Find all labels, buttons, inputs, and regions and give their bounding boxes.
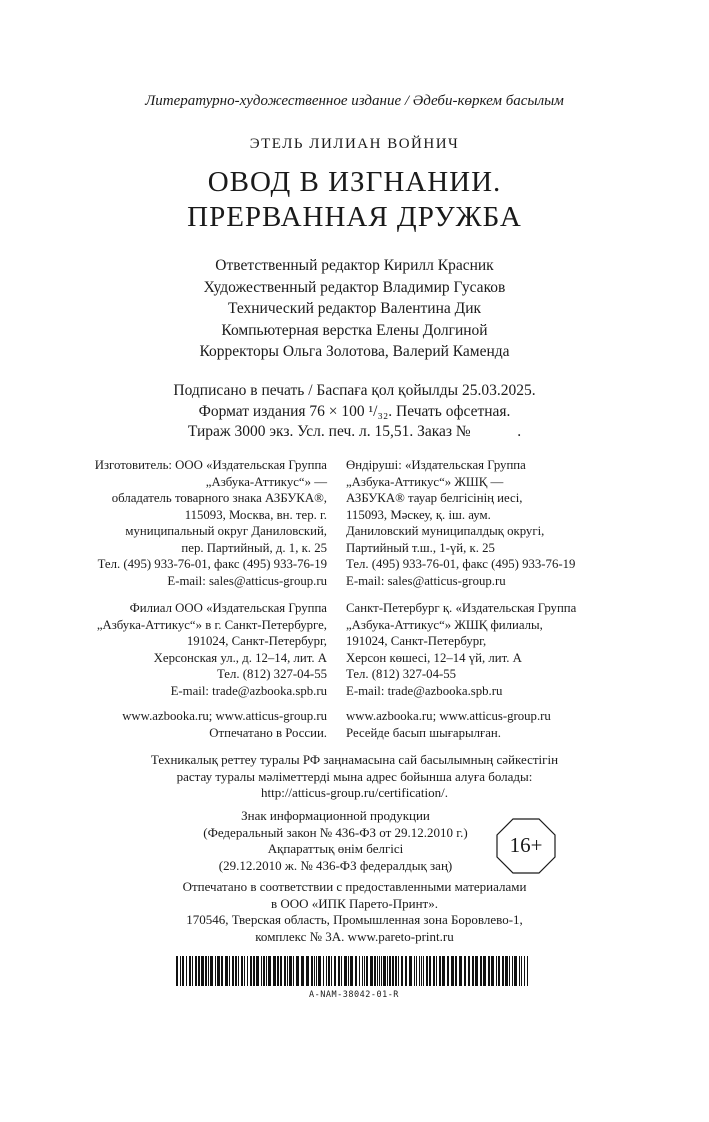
manufacturer-kz-line: Партийный т.ш., 1-үй, к. 25	[346, 540, 495, 555]
manufacturer-ru-line: 115093, Москва, вн. тер. г.	[184, 507, 327, 522]
website-line: www.azbooka.ru; www.atticus-group.ru	[122, 709, 327, 723]
printed-by-line: 170546, Тверская область, Промышленная зона Боровлево-1,	[186, 912, 523, 927]
credit-line: Технический редактор Валентина Дик	[227, 300, 482, 317]
info-sign-line: (Федеральный закон № 436-ФЗ от 29.12.2010 г.)	[203, 824, 468, 840]
age-rating-text: 16+	[509, 833, 543, 857]
manufacturer-ru-line: „Азбука-Аттикус“» —	[205, 474, 327, 489]
info-sign-line: Ақпараттық өнім белгісі	[267, 841, 404, 856]
certification-line: растау туралы мәліметтерді мына адрес бойынша алуға болады:	[176, 768, 533, 784]
info-sign-block	[0, 808, 690, 874]
web-kz	[346, 708, 666, 741]
manufacturer-kz-line: 115093, Мәскеу, қ. іш. аум.	[346, 507, 491, 522]
website-line: www.azbooka.ru; www.atticus-group.ru	[346, 709, 551, 723]
printed-country-line: Отпечатано в России.	[209, 725, 327, 740]
credit-line: Корректоры Ольга Золотова, Валерий Каменда	[199, 343, 510, 360]
branch-ru-line: E-mail: trade@azbooka.spb.ru	[170, 683, 327, 698]
branch-kz-line: E-mail: trade@azbooka.spb.ru	[346, 683, 503, 698]
manufacturer-ru-line: E-mail: sales@atticus-group.ru	[167, 573, 327, 588]
manufacturer-kz-line: Тел. (495) 933-76-01, факс (495) 933-76-19	[346, 557, 576, 571]
print-info-block	[0, 381, 709, 443]
credit-line: Ответственный редактор Кирилл Красник	[215, 257, 494, 274]
title-line: ПРЕРВАННАЯ ДРУЖБА	[187, 201, 522, 233]
manufacturer-ru	[27, 457, 327, 589]
manufacturer-ru-line: пер. Партийный, д. 1, к. 25	[181, 540, 327, 555]
manufacturer-kz-line: „Азбука-Аттикус“» ЖШҚ —	[346, 474, 504, 489]
printed-country-line: Ресейде басып шығарылған.	[346, 725, 501, 740]
barcode-code: A-NAM-38042-01-R	[309, 990, 399, 1000]
manufacturer-kz	[346, 457, 666, 589]
branch-kz-line: 191024, Санкт-Петербург,	[346, 634, 487, 648]
title-line: ОВОД В ИЗГНАНИИ.	[207, 166, 502, 198]
certification-block	[0, 752, 709, 802]
print-info-line: Тираж 3000 экз. Усл. печ. л. 15,51. Заказ № .	[187, 423, 522, 440]
certification-line: Техникалық реттеу туралы РФ заңнамасына сай басылымның сәйкестігін	[150, 752, 559, 767]
branch-ru-line: „Азбука-Аттикус“» в г. Санкт-Петербурге,	[96, 617, 327, 632]
manufacturer-kz-line: АЗБУКА® тауар белгісінің иесі,	[346, 491, 523, 505]
branch-ru-line: Херсонская ул., д. 12–14, лит. А	[153, 650, 327, 665]
credits-block	[0, 255, 709, 363]
print-info-line: Формат издания 76 × 100 ¹/₃₂. Печать офсетная.	[198, 402, 511, 420]
manufacturer-ru-line: муниципальный округ Даниловский,	[125, 524, 327, 538]
manufacturer-ru-line: Тел. (495) 933-76-01, факс (495) 933-76-19	[97, 557, 327, 571]
branch-ru	[27, 600, 327, 699]
branch-kz-line: Херсон көшесі, 12–14 үй, лит. А	[346, 650, 522, 665]
branch-kz-line: „Азбука-Аттикус“» ЖШҚ филиалы,	[346, 617, 543, 632]
printed-by-block	[0, 879, 709, 945]
manufacturer-kz-line: Өндіруші: «Издательская Группа	[346, 458, 526, 472]
print-info-line: Подписано в печать / Баспаға қол қойылды 25.03.2025.	[173, 382, 536, 399]
web-ru	[27, 708, 327, 741]
book-title	[0, 165, 709, 235]
genre-line: Литературно-художественное издание / Әдеби-көркем басылым	[145, 93, 564, 109]
manufacturer-ru-line: Изготовитель: ООО «Издательская Группа	[94, 458, 327, 472]
credit-line: Компьютерная верстка Елены Долгиной	[221, 321, 488, 339]
credit-line: Художественный редактор Владимир Гусаков	[203, 278, 506, 296]
printed-by-line: Отпечатано в соответствии с предоставленными материалами	[182, 879, 527, 894]
info-sign-line: (29.12.2010 ж. № 436-ФЗ федералдық заң)	[218, 857, 453, 873]
branch-kz	[346, 600, 666, 699]
branch-kz-line: Тел. (812) 327-04-55	[346, 667, 457, 681]
age-rating-badge	[496, 818, 556, 874]
author-name: ЭТЕЛЬ ЛИЛИАН ВОЙНИЧ	[249, 136, 460, 152]
branch-ru-line: Тел. (812) 327-04-55	[216, 667, 327, 681]
printed-by-line: комплекс № 3А. www.pareto-print.ru	[255, 928, 454, 944]
manufacturer-kz-line: E-mail: sales@atticus-group.ru	[346, 573, 506, 588]
info-sign-line: Знак информационной продукции	[241, 808, 430, 823]
manufacturer-kz-line: Даниловский муниципалдық округі,	[346, 524, 545, 538]
barcode-icon	[174, 956, 534, 986]
certification-url: http://atticus-group.ru/certification/.	[260, 785, 448, 800]
manufacturer-ru-line: обладатель товарного знака АЗБУКА®,	[111, 491, 327, 505]
branch-ru-line: 191024, Санкт-Петербург,	[186, 634, 327, 648]
branch-ru-line: Филиал ООО «Издательская Группа	[129, 601, 327, 615]
printed-by-line: в ООО «ИПК Парето-Принт».	[270, 895, 438, 911]
branch-kz-line: Санкт-Петербург қ. «Издательская Группа	[346, 601, 577, 615]
